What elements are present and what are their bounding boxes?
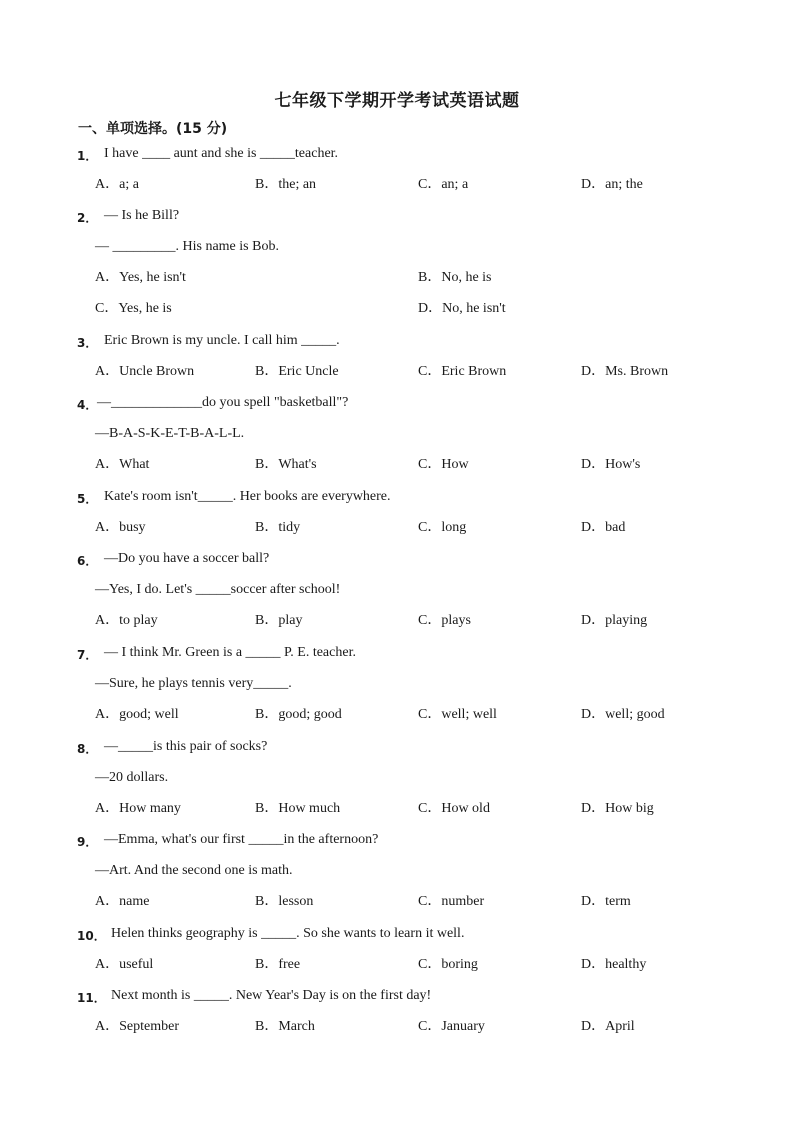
answer-option: D．How big bbox=[581, 801, 654, 816]
question-stem: —_____________do you spell "basketball"? bbox=[97, 395, 349, 410]
question-number: 10． bbox=[77, 929, 106, 943]
question-stem: Next month is _____. New Year's Day is on the first day! bbox=[111, 988, 432, 1003]
answer-option: C．boring bbox=[418, 957, 478, 972]
question-stem: I have ____ aunt and she is _____teacher. bbox=[104, 146, 339, 161]
answer-option: D．well; good bbox=[581, 707, 665, 722]
answer-option: A．a; a bbox=[95, 177, 139, 192]
question-number: 5． bbox=[77, 492, 98, 506]
question-line: —20 dollars. bbox=[95, 770, 169, 785]
answer-option: D．No, he isn't bbox=[418, 301, 506, 316]
answer-option: A．name bbox=[95, 894, 150, 909]
section-heading: 一、单项选择。(15 分) bbox=[78, 121, 228, 137]
question-stem: —Emma, what's our first _____in the afternoon? bbox=[104, 832, 379, 847]
answer-option: A．How many bbox=[95, 801, 181, 816]
answer-option: B．the; an bbox=[255, 177, 317, 192]
answer-option: A．Yes, he isn't bbox=[95, 270, 186, 285]
question-number: 4． bbox=[77, 398, 98, 412]
answer-option: A．What bbox=[95, 457, 150, 472]
answer-option: B．play bbox=[255, 613, 303, 628]
question-number: 11． bbox=[77, 991, 106, 1005]
answer-option: B．No, he is bbox=[418, 270, 492, 285]
answer-option: D．Ms. Brown bbox=[581, 364, 669, 379]
answer-option: C．How bbox=[418, 457, 469, 472]
answer-option: C．well; well bbox=[418, 707, 497, 722]
question-number: 2． bbox=[77, 211, 98, 225]
answer-option: A．September bbox=[95, 1019, 179, 1034]
answer-option: C．an; a bbox=[418, 177, 469, 192]
question-number: 7． bbox=[77, 648, 98, 662]
answer-option: B．How much bbox=[255, 801, 341, 816]
answer-option: A．Uncle Brown bbox=[95, 364, 195, 379]
answer-option: A．useful bbox=[95, 957, 154, 972]
page-title: 七年级下学期开学考试英语试题 bbox=[274, 91, 520, 111]
answer-option: D．bad bbox=[581, 520, 626, 535]
question-line: —Yes, I do. Let's _____soccer after school! bbox=[95, 582, 341, 597]
answer-option: D．How's bbox=[581, 457, 641, 472]
answer-option: B．March bbox=[255, 1019, 315, 1034]
question-number: 9． bbox=[77, 835, 98, 849]
question-stem: —Do you have a soccer ball? bbox=[104, 551, 270, 566]
answer-option: D．an; the bbox=[581, 177, 643, 192]
answer-option: D．playing bbox=[581, 613, 648, 628]
answer-option: B．lesson bbox=[255, 894, 314, 909]
answer-option: B．What's bbox=[255, 457, 317, 472]
answer-option: A．good; well bbox=[95, 707, 179, 722]
answer-option: B．free bbox=[255, 957, 301, 972]
question-number: 6． bbox=[77, 554, 98, 568]
question-number: 1． bbox=[77, 149, 98, 163]
question-stem: — Is he Bill? bbox=[104, 208, 180, 223]
answer-option: B．good; good bbox=[255, 707, 342, 722]
answer-option: D．term bbox=[581, 894, 631, 909]
question-line: —B-A-S-K-E-T-B-A-L-L. bbox=[95, 426, 245, 441]
answer-option: C．Eric Brown bbox=[418, 364, 507, 379]
question-line: — _________. His name is Bob. bbox=[95, 239, 279, 254]
answer-option: A．to play bbox=[95, 613, 158, 628]
question-line: —Sure, he plays tennis very_____. bbox=[95, 676, 292, 691]
question-stem: Eric Brown is my uncle. I call him _____. bbox=[104, 333, 340, 348]
answer-option: A．busy bbox=[95, 520, 146, 535]
answer-option: C．number bbox=[418, 894, 485, 909]
question-stem: — I think Mr. Green is a _____ P. E. teacher. bbox=[104, 645, 356, 660]
question-stem: Kate's room isn't_____. Her books are everywhere. bbox=[104, 489, 391, 504]
question-number: 3． bbox=[77, 336, 98, 350]
question-stem: —_____is this pair of socks? bbox=[104, 739, 268, 754]
answer-option: D．healthy bbox=[581, 957, 647, 972]
answer-option: C．plays bbox=[418, 613, 471, 628]
answer-option: B．Eric Uncle bbox=[255, 364, 339, 379]
question-number: 8． bbox=[77, 742, 98, 756]
question-stem: Helen thinks geography is _____. So she wants to learn it well. bbox=[111, 926, 465, 941]
answer-option: B．tidy bbox=[255, 520, 301, 535]
answer-option: C．Yes, he is bbox=[95, 301, 172, 316]
answer-option: C．How old bbox=[418, 801, 490, 816]
answer-option: C．long bbox=[418, 520, 467, 535]
answer-option: D．April bbox=[581, 1019, 635, 1034]
question-line: —Art. And the second one is math. bbox=[95, 863, 293, 878]
answer-option: C．January bbox=[418, 1019, 485, 1034]
